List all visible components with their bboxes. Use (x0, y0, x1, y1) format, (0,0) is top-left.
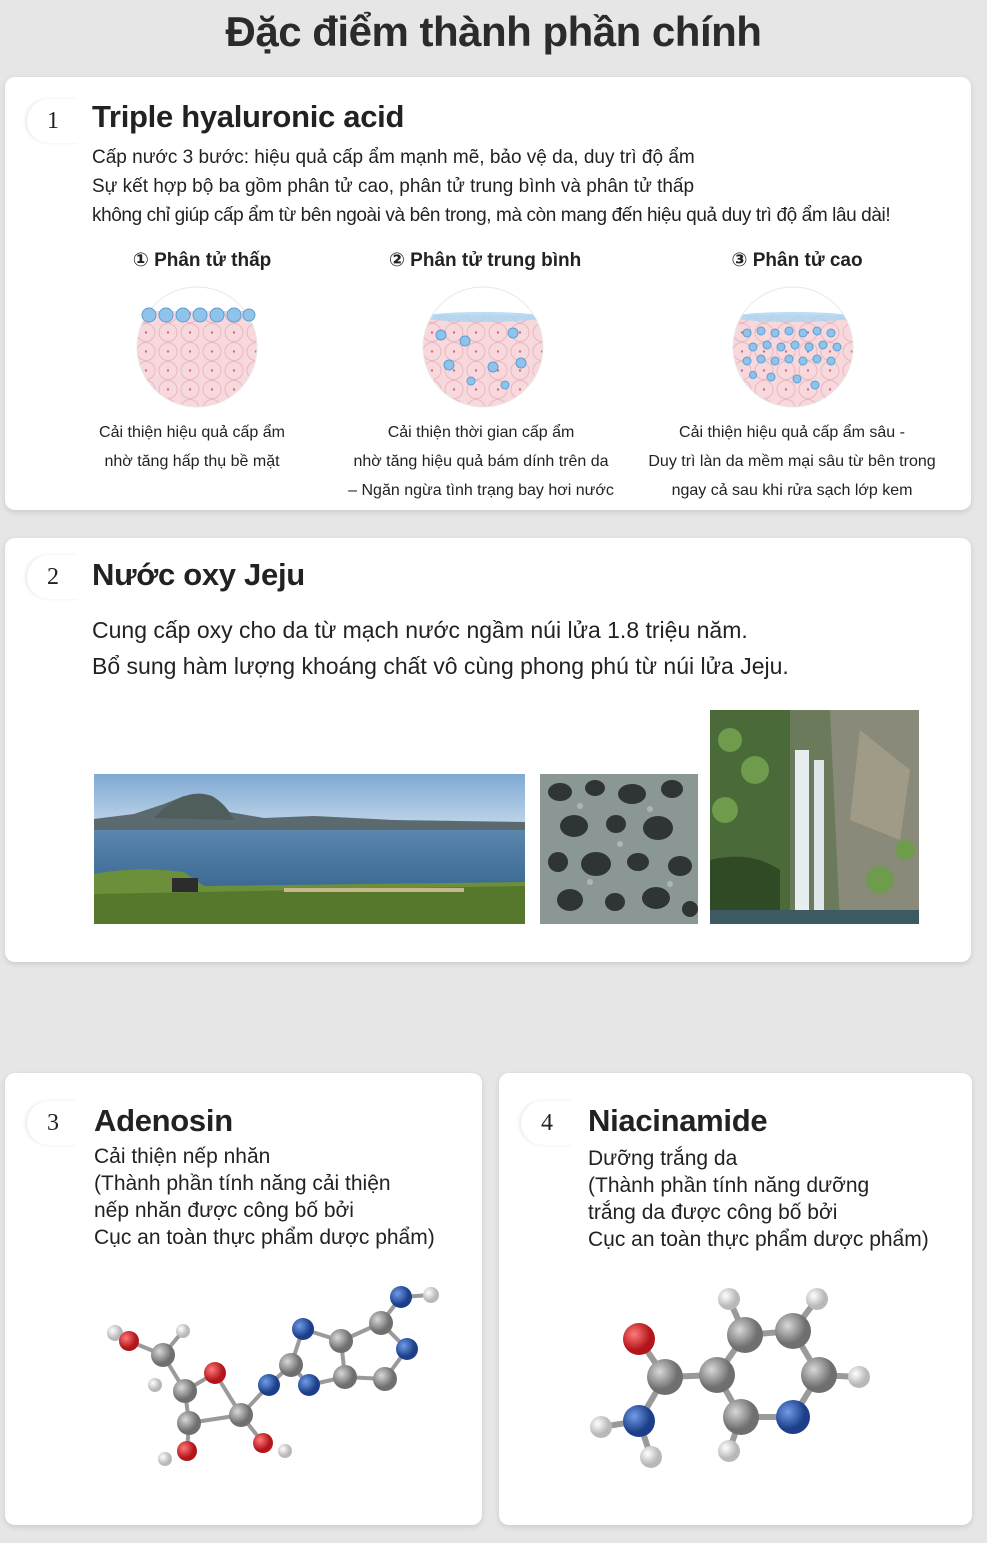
jeju-coast-photo (94, 774, 525, 924)
low-molecule-caption: Cải thiện hiệu quả cấp ẩm nhờ tăng hấp thụ bề mặt (99, 424, 285, 470)
high-molecule-illustration (731, 285, 855, 409)
high-molecule-heading: ③ Phân tử cao (731, 250, 863, 271)
section-title: Niacinamide (588, 1103, 768, 1138)
section-number: 1 (27, 99, 79, 143)
low-molecule-illustration (135, 285, 259, 409)
section-number: 2 (27, 555, 79, 599)
low-molecule-heading: ① Phân tử thấp (132, 250, 272, 271)
section-desc: Cải thiện nếp nhăn (Thành phần tính năng cải thiện nếp nhăn được công bố bởi Cục an toàn thực phẩm dược phẩm) (94, 1145, 435, 1249)
section-number: 3 (27, 1101, 79, 1145)
volcanic-rock-photo (540, 774, 698, 924)
high-molecule-caption: Cải thiện hiệu quả cấp ẩm sâu - Duy trì làn da mềm mại sâu từ bên trong ngay cả sau khi rửa sạch lớp kem (648, 424, 936, 499)
section-title: Adenosin (94, 1103, 233, 1138)
section-number: 4 (521, 1101, 573, 1145)
section-4-card (499, 1073, 972, 1525)
waterfall-photo (710, 710, 919, 924)
section-desc: Cung cấp oxy cho da từ mạch nước ngầm núi lửa 1.8 triệu năm. Bổ sung hàm lượng khoáng chất vô cùng phong phú từ núi lửa Jeju. (92, 617, 789, 679)
section-desc: Dưỡng trắng da (Thành phần tính năng dưỡng trắng da được công bố bởi Cục an toàn thực phẩm dược phẩm) (588, 1147, 929, 1251)
section-1-card (5, 77, 971, 510)
mid-molecule-caption: Cải thiện thời gian cấp ẩm nhờ tăng hiệu quả bám dính trên da – Ngăn ngừa tình trạng bay hơi nước (348, 424, 614, 499)
section-2-card (5, 538, 971, 962)
section-desc: Cấp nước 3 bước: hiệu quả cấp ẩm mạnh mẽ, bảo vệ da, duy trì độ ẩm Sự kết hợp bộ ba gồm phân tử cao, phân tử trung bình và phân tử thấp không chỉ giúp cấp ẩm từ bên ngoài và bên trong, mà còn mang đến hiệu quả duy trì độ ẩm lâu dài! (92, 147, 891, 226)
adenosine-molecule-model (95, 1273, 455, 1483)
niacinamide-molecule-model (579, 1281, 879, 1481)
mid-molecule-illustration (421, 285, 545, 409)
mid-molecule-heading: ② Phân tử trung bình (388, 250, 582, 271)
section-title: Nước oxy Jeju (92, 557, 305, 592)
page-title: Đặc điểm thành phần chính (225, 8, 762, 55)
section-title: Triple hyaluronic acid (92, 99, 405, 134)
section-3-card (5, 1073, 482, 1525)
